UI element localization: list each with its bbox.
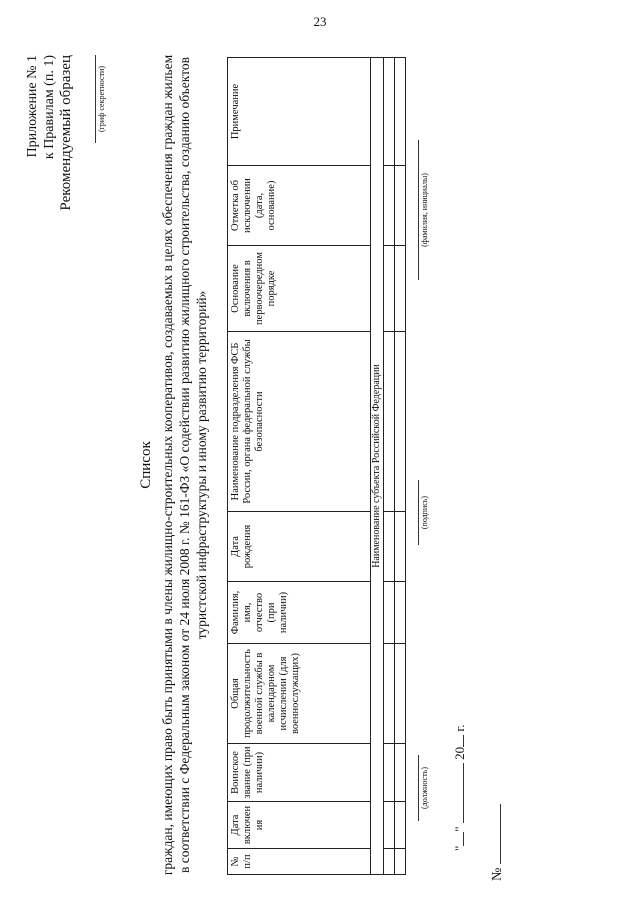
document-number-line [490, 804, 506, 881]
date-line [452, 725, 468, 852]
title-word: Список [138, 441, 154, 489]
table-cell [384, 332, 395, 512]
table-cell [395, 58, 406, 166]
table-cell [395, 512, 406, 582]
recommended-sample-label: Рекомендуемый образец [58, 55, 74, 211]
table-cell [384, 744, 395, 802]
col-header-note: Примечание [228, 58, 371, 166]
table-cell [384, 246, 395, 332]
year-prefix: 20 [452, 746, 467, 760]
col-header-exclusion-mark: Отметка об исключении (дата, основание) [228, 166, 371, 246]
signature-line: (подпись) [418, 480, 429, 545]
table-cell [395, 644, 406, 744]
table-cell [384, 849, 395, 875]
subject-name-cell: Наименование субъекта Российской Федерации [371, 58, 384, 875]
secrecy-stamp-line: (гриф секретности) [95, 55, 106, 143]
table-cell [384, 644, 395, 744]
year-blank [463, 735, 464, 747]
col-header-birth-date: Дата рождения [228, 512, 371, 582]
rules-reference: к Правилам (п. 1) [42, 55, 57, 160]
month-blank [463, 763, 464, 823]
col-header-full-name: Фамилия, имя, отчество (при наличии) [228, 582, 371, 644]
table-cell [384, 166, 395, 246]
table-cell [395, 802, 406, 849]
table-row [371, 58, 384, 875]
col-header-service-duration: Общая продолжительность военной службы в календарном исчислении (для военнослужащих) [228, 644, 371, 744]
appendix-header [24, 55, 75, 211]
table-cell [384, 802, 395, 849]
appendix-label: Приложение № 1 [25, 55, 40, 158]
table-header-row [228, 58, 371, 875]
table-row [384, 58, 395, 875]
col-header-military-rank: Воинское звание (при наличии) [228, 744, 371, 802]
full-name-signature-line: (фамилия, инициалы) [418, 140, 429, 280]
table-cell [384, 58, 395, 166]
document-title [138, 45, 210, 885]
table-cell [395, 849, 406, 875]
citizens-register-table [227, 57, 406, 875]
date-quote-close: " [452, 826, 467, 832]
page-number: 23 [313, 14, 327, 29]
number-sign: № [490, 867, 505, 881]
table-cell [395, 166, 406, 246]
col-header-inclusion-date: Дата включения [228, 802, 371, 849]
col-header-number: № п/п [228, 849, 371, 875]
table-cell [384, 582, 395, 644]
table-cell [384, 512, 395, 582]
table-cell [395, 246, 406, 332]
table-cell [395, 744, 406, 802]
table-cell [395, 332, 406, 512]
position-signature-line: (должность) [418, 755, 429, 821]
landscape-form [20, 45, 620, 885]
number-blank [500, 804, 501, 864]
col-header-priority-basis: Основание включения в первоочередном порядке [228, 246, 371, 332]
table-cell [395, 582, 406, 644]
col-header-fsb-unit: Наименование подразделения ФСБ России, органа федеральной службы безопасности [228, 332, 371, 512]
year-suffix: г. [452, 724, 467, 732]
day-blank [463, 832, 464, 846]
table-row [395, 58, 406, 875]
title-text: граждан, имеющих право быть принятыми в члены жилищно-строительных кооперативов, создаваемых в целях обеспечения граждан жильем в соответствии с Федеральным законом от 24 июля 2008 г. № 161-ФЗ «О содействии развитию жилищного строительства, созданию объектов туристской инфраструктуры и иному развитию территорий» [160, 54, 209, 876]
date-quote-open: " [452, 845, 467, 851]
